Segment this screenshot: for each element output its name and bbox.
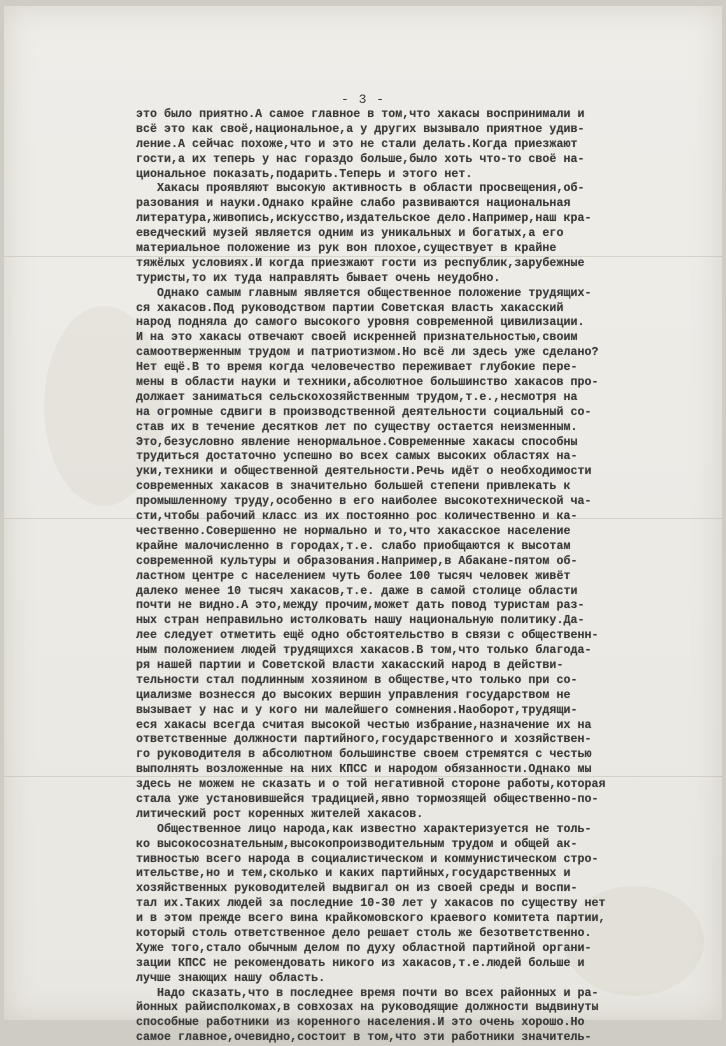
text-line: ительстве,но и тем,сколько и каких партийных,государственных и: [136, 867, 571, 881]
text-line: зации КПСС не рекомендовать никого из хакасов,т.е.людей больше и: [136, 956, 585, 970]
text-line: это было приятно.А самое главное в том,что хакасы воспринимали и: [136, 108, 585, 121]
text-line: Это,безусловно явление ненормальное.Современные хакасы способны: [136, 435, 578, 449]
text-line: здесь не можем не сказать и о той негативной стороне работы,которая: [136, 778, 606, 792]
text-line: Нет ещё.В то время когда человечество переживает глубокие пере-: [136, 361, 578, 375]
text-line: гости,а их теперь у нас гораздо больше,было хоть что-то своё на-: [136, 152, 585, 166]
text-line: материальное положение из рук вон плохое,существует в крайне: [136, 242, 557, 256]
document-page: [4, 6, 722, 1045]
text-line: йонных райисполкомах,в совхозах на руководящие должности выдвинуты: [136, 1001, 599, 1015]
text-line: стала уже установившейся традицией,явно тормозящей общественно-по-: [136, 792, 599, 806]
text-line: сти,чтобы рабочий класс из их постоянно рос количественно и ка-: [136, 510, 578, 524]
text-line: Однако самым главным является общественное положение трудящих-: [136, 286, 592, 300]
text-line: циональное показать,подарить.Теперь и этого нет.: [136, 167, 473, 181]
text-line: современной культуры и образования.Например,в Абакане-пятом об-: [136, 554, 578, 568]
text-line: И на это хакасы отвечают своей искренней признательностью,своим: [136, 331, 578, 345]
text-line: всё это как своё,национальное,а у других вызывало приятное удив-: [136, 122, 585, 136]
text-line: уки,техники и общественной деятельности.Речь идёт о необходимости: [136, 465, 592, 479]
text-line: народ подняла до самого высокого уровня современной цивилизации.: [136, 316, 585, 330]
text-line: должает заниматься сельскохозяйственным трудом,т.е.,несмотря на: [136, 390, 578, 404]
text-line: ся хакасов.Под руководством партии Советская власть хакасский: [136, 301, 564, 315]
text-line: тивностью всего народа в социалистическом и коммунистическом стро-: [136, 852, 599, 866]
text-line: тяжёлых условиях.И когда приезжают гости из республик,зарубежные: [136, 256, 585, 270]
text-line: лее следует отметить ещё одно обстоятельство в связи с общественн-: [136, 629, 599, 643]
text-line: Надо сказать,что в последнее время почти во всех районных и ра-: [136, 986, 599, 1000]
text-line: современных хакасов в значительно большей степени привлекать к: [136, 480, 571, 494]
text-line: Хуже того,стало обычным делом по духу областной партийной органи-: [136, 941, 592, 955]
text-line: и в этом прежде всего вина крайкомовского краевого комитета партии,: [136, 912, 606, 926]
text-line: способные работники из коренного населения.И это очень хорошо.Но: [136, 1016, 585, 1030]
text-line: который столь ответственное дело решает столь же безответственно.: [136, 926, 592, 940]
page-number: - 3 -: [340, 92, 385, 107]
text-line: почти не видно.А это,между прочим,может дать повод туристам раз-: [136, 599, 585, 613]
text-line: ластном центре с населением чуть более 100 тысяч человек живёт: [136, 569, 571, 583]
text-line: хозяйственных руководителей выдвигал он из своей среды и воспи-: [136, 882, 578, 896]
text-line: Хакасы проявляют высокую активность в области просвещения,об-: [136, 182, 585, 196]
text-line: ответственные должности партийного,государственного и хозяйствен-: [136, 733, 592, 747]
text-line: ря нашей партии и Советской власти хакасский народ в действи-: [136, 658, 564, 672]
text-line: промышленному труду,особенно в его наиболее высокотехнической ча-: [136, 495, 592, 509]
text-line: ко высокосознательным,высокопроизводительным трудом и общей ак-: [136, 837, 578, 851]
text-line: трудиться достаточно успешно во всех самых высоких областях на-: [136, 450, 578, 464]
text-line: став их в течение десятков лет по существу остается неизменным.: [136, 420, 578, 434]
text-line: крайне малочисленно в городах,т.е. слабо приобщаются к высотам: [136, 539, 571, 553]
text-line: самоотверженным трудом и патриотизмом.Но всё ли здесь уже сделано?: [136, 346, 599, 360]
text-line: самое главное,очевидно,состоит в том,что эти работники значитель-: [136, 1031, 592, 1045]
text-line: ным положением людей трудящихся хакасов.В том,что только благода-: [136, 644, 592, 658]
text-line: мены в области науки и техники,абсолютное большинство хакасов про-: [136, 376, 599, 390]
text-line: тал их.Таких людей за последние 10-30 лет у хакасов по существу нет: [136, 897, 606, 911]
text-line: лучше знающих нашу область.: [136, 971, 326, 985]
text-line: циализме вознесся до высоких вершин управления государством не: [136, 688, 571, 702]
text-line: ление.А сейчас похоже,что и это не стали делать.Когда приезжают: [136, 137, 578, 151]
text-line: ных стран неправильно истолковать нашу национальную политику.Да-: [136, 614, 585, 628]
text-line: литический рост коренных жителей хакасов.: [136, 807, 424, 821]
text-line: на огромные сдвиги в производственной деятельности социальный со-: [136, 405, 592, 419]
text-line: разования и науки.Однако крайне слабо развиваются национальная: [136, 197, 571, 211]
text-line: Общественное лицо народа,как известно характеризуется не толь-: [136, 822, 592, 836]
typed-text-body: [136, 108, 722, 1046]
text-line: го руководителя в абсолютном большинстве своем стремятся с честью: [136, 748, 592, 762]
text-line: далеко менее 10 тысяч хакасов,т.е. даже в самой столице области: [136, 584, 578, 598]
text-line: туристы,то их туда направлять бывает очень неудобно.: [136, 271, 501, 285]
text-line: еведческий музей является одним из уникальных и богатых,а его: [136, 227, 564, 241]
text-line: чественно.Совершенно не нормально и то,что хакасское население: [136, 524, 571, 538]
text-line: литература,живопись,искусство,издательское дело.Например,наш кра-: [136, 212, 592, 226]
text-line: вызывает у нас и у кого ни малейшего сомнения.Наоборот,трудящи-: [136, 703, 578, 717]
text-line: еся хакасы всегда считая высокой честью избрание,назначение их на: [136, 718, 592, 732]
text-line: тельности стал подлинным хозяином в обществе,что только при со-: [136, 673, 578, 687]
text-line: выполнять возложенные на них КПСС и народом обязанности.Однако мы: [136, 763, 592, 777]
